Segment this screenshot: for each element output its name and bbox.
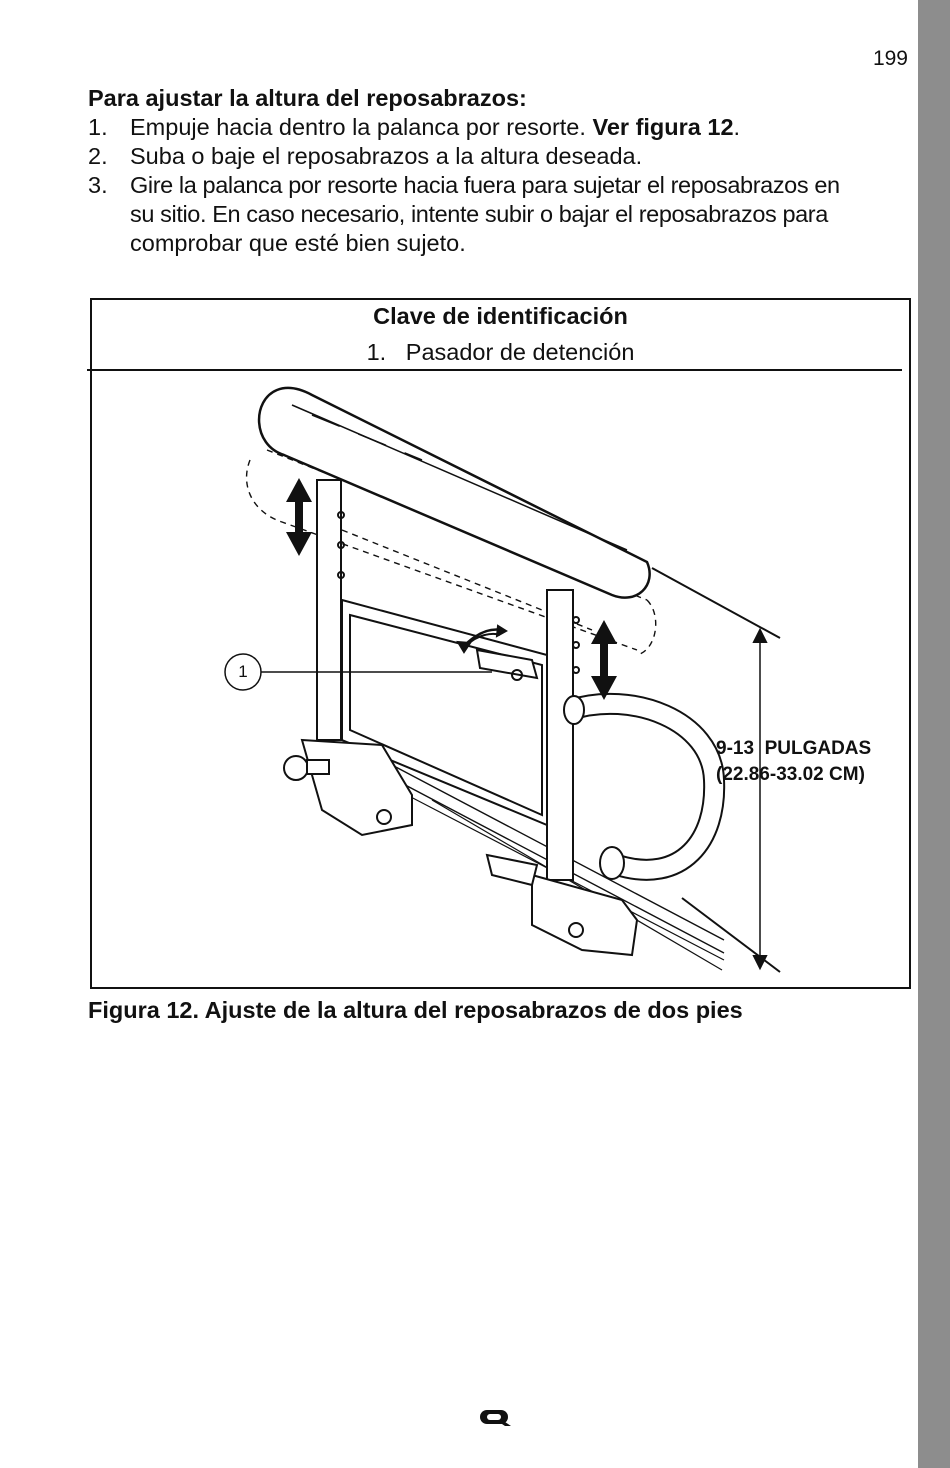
step-3-line-2: su sitio. En caso necesario, intente subir o bajar el reposabrazos para — [130, 201, 828, 227]
instructions — [88, 84, 910, 258]
armrest-illustration — [92, 300, 909, 987]
step-3-line-1: Gire la palanca por resorte hacia fuera para sujetar el reposabrazos en — [130, 172, 840, 198]
step-text — [130, 171, 910, 258]
list-item — [88, 171, 910, 258]
key-item-label: Pasador de detención — [405, 339, 635, 365]
key-title: Clave de identificación — [373, 303, 628, 329]
side-tab — [918, 0, 950, 1468]
step-1-text: Empuje hacia dentro la palanca por resorte. — [130, 114, 593, 140]
figure-12 — [90, 298, 911, 989]
list-item — [88, 113, 910, 142]
figure-caption: Figura 12. Ajuste de la altura del reposabrazos de dos pies — [88, 997, 743, 1023]
figure-reference: Ver figura 12 — [592, 114, 734, 140]
section-heading: Para ajustar la altura del reposabrazos: — [88, 85, 527, 111]
step-1-punct: . — [733, 114, 741, 140]
quantum-q-logo-icon — [478, 1407, 514, 1429]
step-3-line-3: comprobar que esté bien sujeto. — [130, 230, 466, 256]
dimension-label — [716, 736, 871, 788]
step-number: 1. — [88, 114, 108, 140]
step-text — [130, 113, 910, 142]
key-item-number: 1. — [366, 339, 387, 365]
callout-number: 1 — [238, 662, 248, 681]
page-number: 199 — [872, 47, 908, 70]
steps-list — [88, 113, 910, 258]
step-number: 3. — [88, 172, 108, 198]
key-divider — [87, 369, 902, 371]
list-item — [88, 142, 910, 171]
step-number: 2. — [88, 143, 108, 169]
key-item-1 — [92, 337, 909, 367]
dimension-inches: 9-13 PULGADAS — [716, 738, 872, 759]
step-text: Suba o baje el reposabrazos a la altura deseada. — [130, 143, 643, 169]
dimension-cm: (22.86-33.02 CM) — [716, 764, 865, 785]
